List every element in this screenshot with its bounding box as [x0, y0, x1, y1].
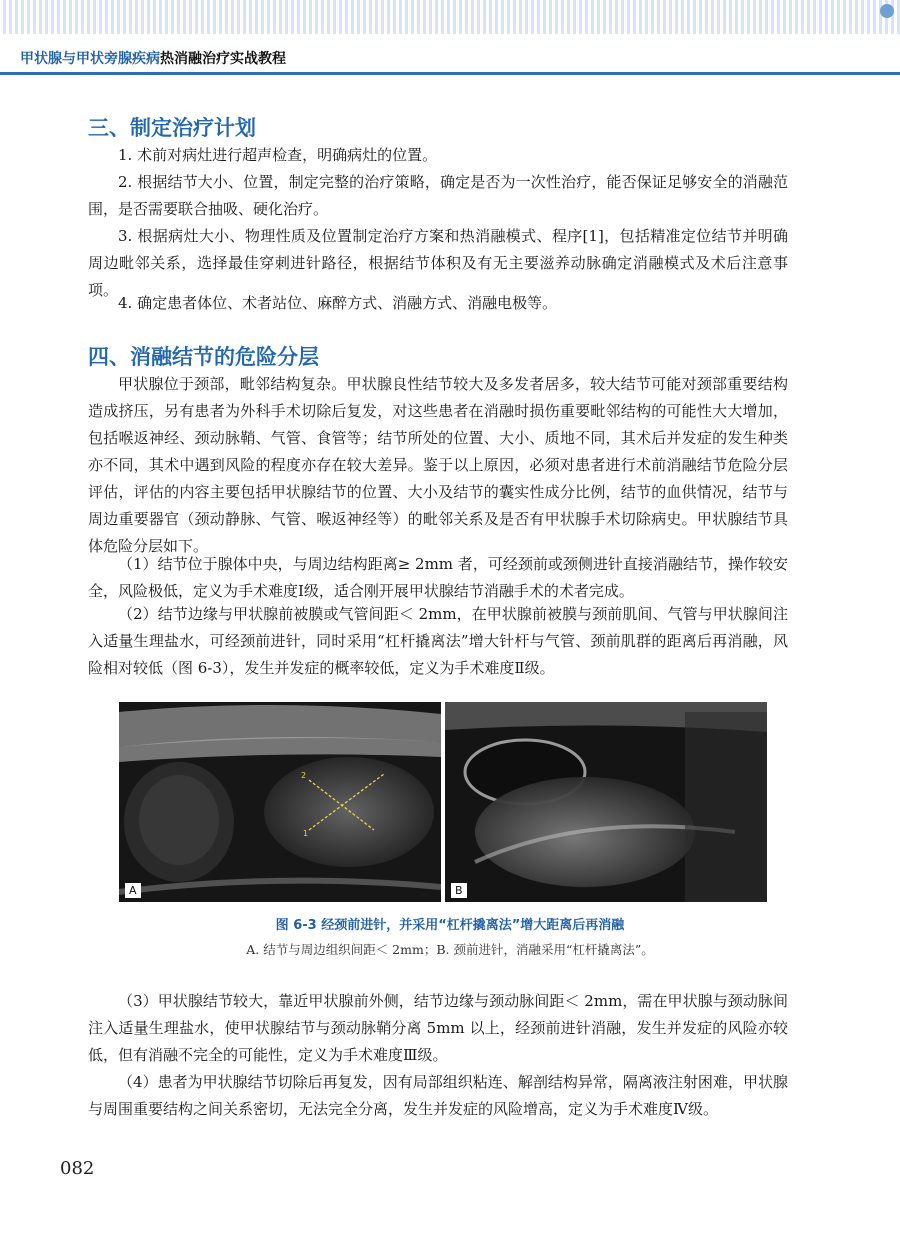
section4-heading: 四、消融结节的危险分层 — [88, 345, 319, 369]
section3-item-1: 1. 术前对病灶进行超声检查，明确病灶的位置。 — [118, 146, 438, 164]
ultrasound-image-b — [445, 702, 767, 902]
decorative-header-band — [0, 0, 900, 40]
figure-caption-title: 图 6-3 经颈前进针，并采用“杠杆撬离法”增大距离后再消融 — [275, 918, 625, 933]
corner-dot-icon — [880, 4, 894, 18]
section3-item-3: 3. 根据病灶大小、物理性质及位置制定治疗方案和热消融模式、程序[1]，包括精准定位结节并明确周边毗邻关系，选择最佳穿刺进针路径，根据结节体积及有无主要滋养动脉确定消融模式及术后注意事项。 — [88, 227, 788, 299]
section3-item-4: 4. 确定患者体位、术者站位、麻醉方式、消融方式、消融电极等。 — [118, 294, 558, 312]
header-stripe — [0, 0, 900, 34]
running-head — [20, 48, 286, 68]
running-head-rest: 热消融治疗实战教程 — [160, 51, 286, 67]
risk-level-3: （3）甲状腺结节较大，靠近甲状腺前外侧，结节边缘与颈动脉间距＜ 2mm，需在甲状腺与颈动脉间注入适量生理盐水，使甲状腺结节与颈动脉鞘分离 5mm 以上，经颈前进针消融，发生并发症的风险亦较低，但有消融不完全的可能性，定义为手术难度Ⅲ级。 — [88, 992, 788, 1064]
panel-b-label: B — [451, 883, 467, 898]
header-rule — [0, 72, 900, 75]
measure-marker-1: 1 — [303, 829, 309, 838]
risk-level-1: （1）结节位于腺体中央，与周边结构距离≥ 2mm 者，可经颈前或颈侧进针直接消融结节，操作较安全，风险极低，定义为手术难度Ⅰ级，适合刚开展甲状腺结节消融手术的术者完成。 — [88, 555, 788, 600]
ultrasound-image-a — [119, 702, 441, 902]
risk-level-4: （4）患者为甲状腺结节切除后再复发，因有局部组织粘连、解剖结构异常，隔离液注射困难，甲状腺与周围重要结构之间关系密切，无法完全分离，发生并发症的风险增高，定义为手术难度Ⅳ级。 — [88, 1073, 788, 1118]
panel-a-label: A — [125, 883, 141, 898]
ultrasound-b-graphic — [445, 702, 767, 902]
section3-heading: 三、制定治疗计划 — [88, 116, 256, 140]
risk-level-2: （2）结节边缘与甲状腺前被膜或气管间距＜ 2mm，在甲状腺前被膜与颈前肌间、气管与甲状腺间注入适量生理盐水，可经颈前进针，同时采用“杠杆撬离法”增大针杆与气管、颈前肌群的距离后再消融，风险相对较低（图 6-3），发生并发症的概率较低，定义为手术难度Ⅱ级。 — [88, 605, 788, 677]
page-number: 082 — [60, 1158, 95, 1179]
section3-item-2: 2. 根据结节大小、位置，制定完整的治疗策略，确定是否为一次性治疗，能否保证足够安全的消融范围，是否需要联合抽吸、硬化治疗。 — [88, 173, 788, 218]
measure-marker-2: 2 — [301, 771, 307, 780]
running-head-highlight: 甲状腺与甲状旁腺疾病 — [20, 51, 160, 67]
figure-caption-subtitle: A. 结节与周边组织间距＜ 2mm；B. 颈前进针，消融采用“杠杆撬离法”。 — [246, 942, 654, 957]
section4-intro: 甲状腺位于颈部，毗邻结构复杂。甲状腺良性结节较大及多发者居多，较大结节可能对颈部重要结构造成挤压，另有患者为外科手术切除后复发，对这些患者在消融时损伤重要毗邻结构的可能性大大增加，包括喉返神经、颈动脉鞘、气管、食管等；结节所处的位置、大小、质地不同，其术后并发症的发生种类亦不同，其术中遇到风险的程度亦存在较大差异。鉴于以上原因，必须对患者进行术前消融结节危险分层评估，评估的内容主要包括甲状腺结节的位置、大小及结节的囊实性成分比例，结节的血供情况，结节与周边重要器官（颈动静脉、气管、喉返神经等）的毗邻关系及是否有甲状腺手术切除病史。甲状腺结节具体危险分层如下。 — [88, 375, 788, 555]
ultrasound-a-graphic — [119, 702, 441, 902]
